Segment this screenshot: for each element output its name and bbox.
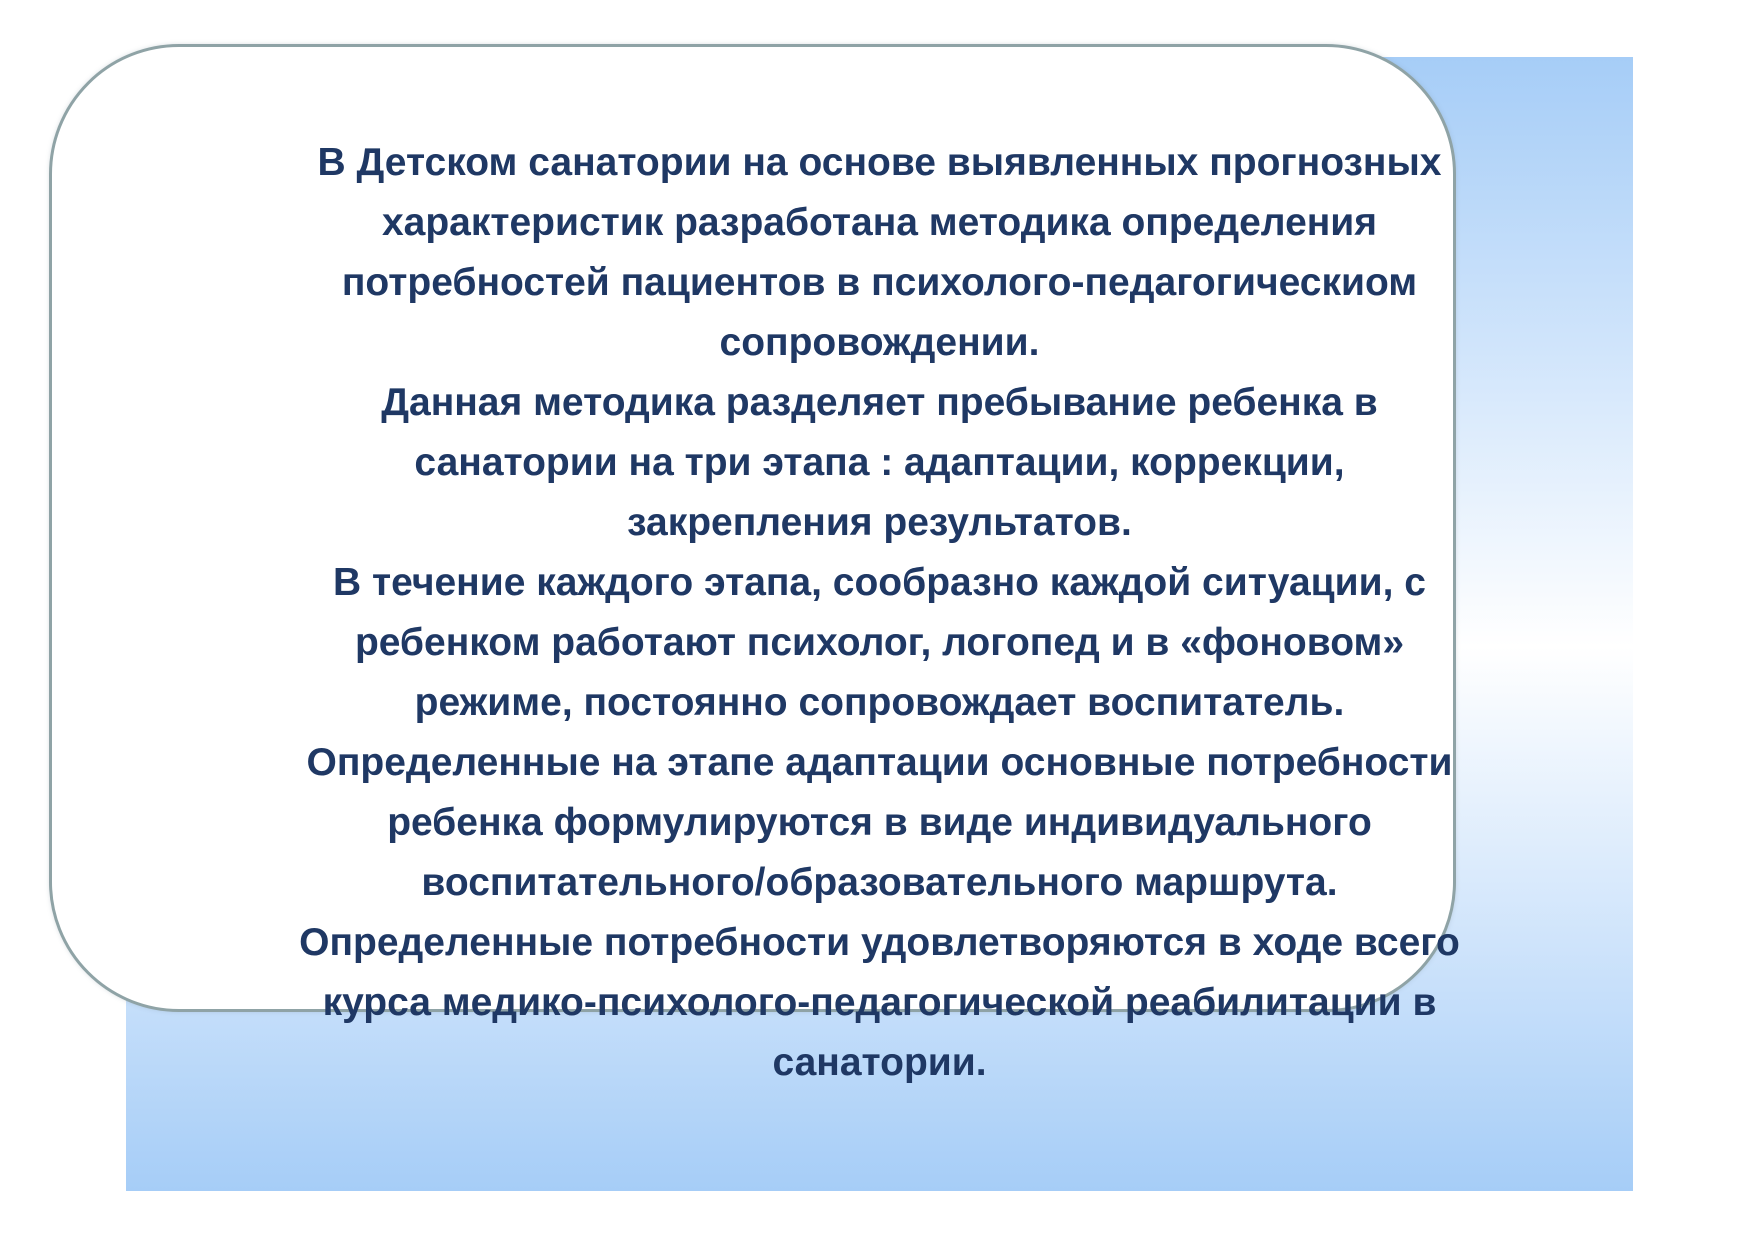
text-line: санатории на три этапа : адаптации, коррекции,: [414, 441, 1345, 484]
text-line: Определенные на этапе адаптации основные потребности: [306, 741, 1453, 784]
text-line: санатории.: [772, 1041, 987, 1084]
text-line: ребенком работают психолог, логопед и в «фоновом»: [354, 621, 1405, 664]
text-line: курса медико-психолого-педагогической реабилитации в: [322, 981, 1437, 1024]
text-line: сопровождении.: [719, 321, 1040, 364]
text-line: характеристик разработана методика определения: [381, 201, 1378, 244]
text-line: Данная методика разделяет пребывание ребенка в: [381, 381, 1378, 424]
text-line: воспитательного/образовательного маршрута.: [421, 861, 1338, 904]
text-line: В Детском санатории на основе выявленных прогнозных: [317, 141, 1442, 184]
text-line: режиме, постоянно сопровождает воспитатель.: [414, 681, 1345, 724]
body-text: [126, 133, 1633, 1093]
text-line: закрепления результатов.: [627, 501, 1132, 544]
text-line: ребенка формулируются в виде индивидуального: [387, 801, 1372, 844]
text-line: потребностей пациентов в психолого-педагогическиом: [341, 261, 1418, 304]
text-line: Определенные потребности удовлетворяются в ходе всего: [299, 921, 1460, 964]
text-line: В течение каждого этапа, сообразно каждой ситуации, с: [333, 561, 1426, 604]
